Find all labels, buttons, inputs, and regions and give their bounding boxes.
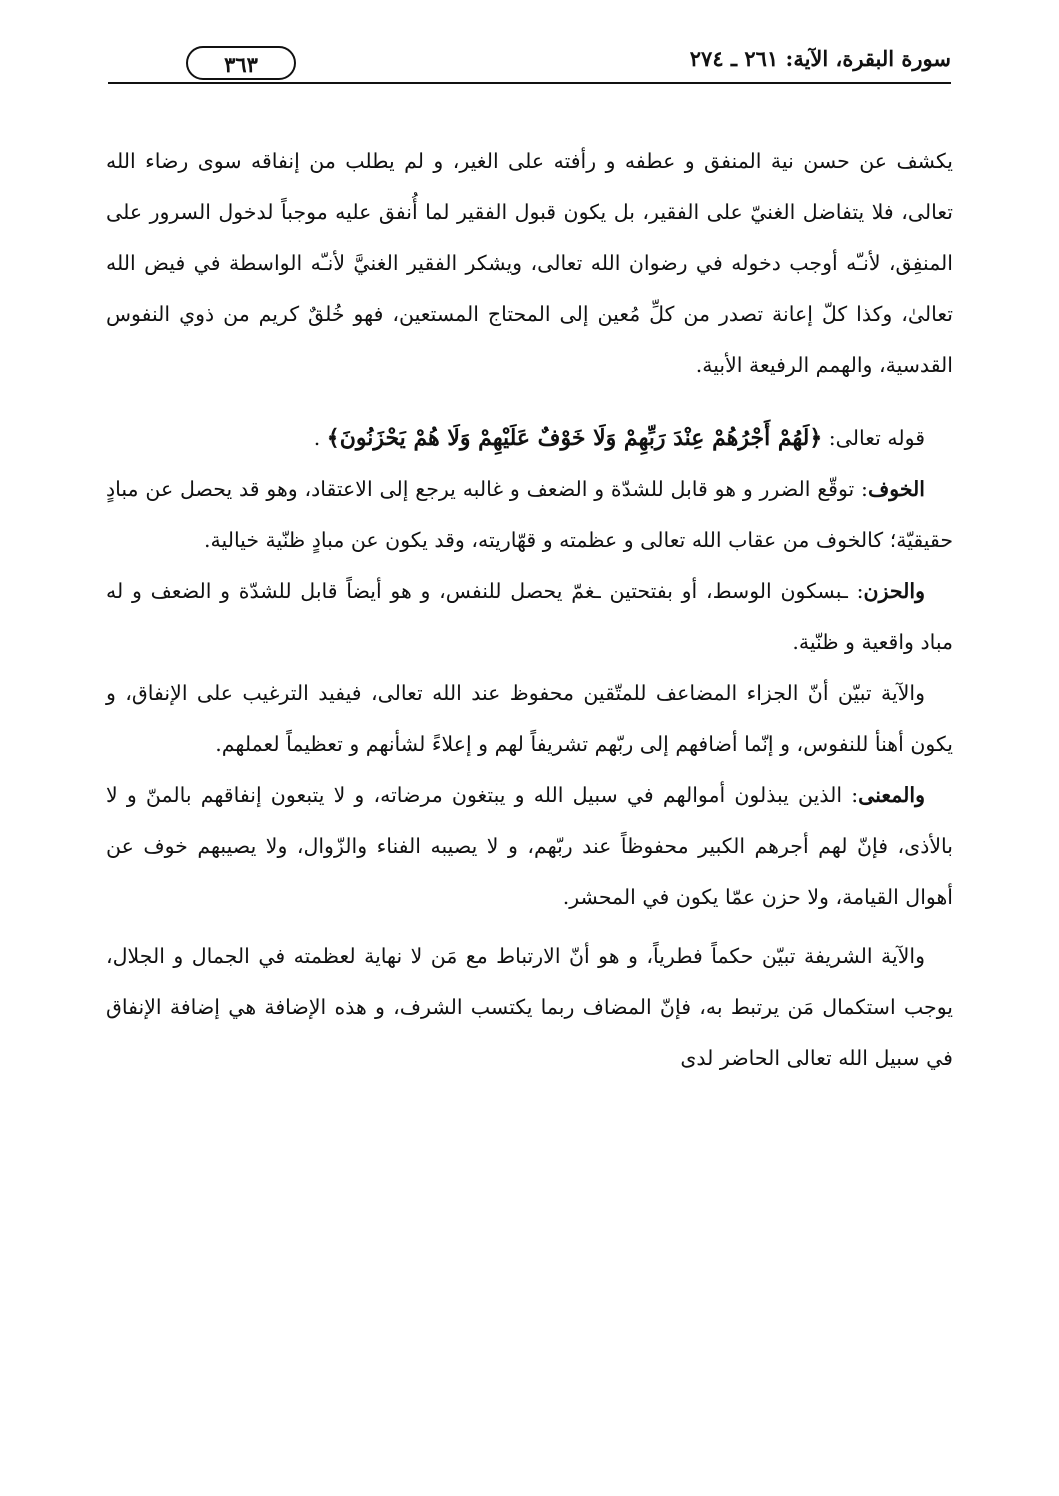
khawf-term: الخوف (867, 477, 925, 501)
paragraph-gap (106, 923, 953, 931)
verse-paragraph (106, 413, 953, 464)
verse-suffix: . (313, 426, 321, 450)
sharifa-paragraph: والآية الشريفة تبيّن حكماً فطرياً، و هو أنّ الارتباط مع مَن لا نهاية لعظمته في الجمال و الجلال، يوجب استكمال مَن يرتبط به، فإنّ المضاف ربما يكتسب الشرف، و هذه الإضافة هي إضافة الإنفاق في سبيل الله تعالى الحاضر لدى (106, 944, 953, 1070)
maana-text: : الذين يبذلون أموالهم في سبيل الله و يبتغون مرضاته، و لا يتبعون إنفاقهم بالمنّ و لا بالأذى، فإنّ لهم أجرهم الكبير محفوظاً عند ربّهم، و لا يصيبه الفناء والزّوال، ولا يصيبهم خوف عن أهوال القيامة، ولا حزن عمّا يكون في المحشر. (106, 783, 953, 909)
maana-paragraph (106, 770, 953, 923)
huzn-paragraph (106, 566, 953, 668)
khawf-text: : توقّع الضرر و هو قابل للشدّة و الضعف و غالبه يرجع إلى الاعتقاد، وهو قد يحصل عن مبادٍ حقيقيّة؛ كالخوف من عقاب الله تعالى و عظمته و قهّاريته، وقد يكون عن مبادٍ ظنّية خيالية. (106, 477, 953, 552)
huzn-term: والحزن (863, 579, 925, 603)
header-rule (108, 82, 951, 84)
maana-term: والمعنى (858, 783, 925, 807)
verse-prefix: قوله تعالى: (828, 426, 925, 450)
intro-paragraph: يكشف عن حسن نية المنفق و عطفه و رأفته على الغير، و لم يطلب من إنفاقه سوى رضاء الله تعالى، فلا يتفاضل الغنيّ على الفقير، بل يكون قبول الفقير لما أُنفق عليه موجباً لدخول السرور على المنفِق، لأنـّه أوجب دخوله في رضوان الله تعالى، ويشكر الفقير الغنيَّ لأنـّه الواسطة في فيض الله تعالىٰ، وكذا كلّ إعانة تصدر من كلِّ مُعين إلى المحتاج المستعين، فهو خُلقٌ كريم من ذوي النفوس القدسية، والهمم الرفيعة الأبية. (106, 149, 953, 377)
quran-verse: ﴿لَهُمْ أَجْرُهُمْ عِنْدَ رَبِّهِمْ وَلَا خَوْفٌ عَلَيْهِمْ وَلَا هُمْ يَحْزَنُونَ﴾ (326, 425, 823, 451)
page-number: ٣٦٣ (186, 46, 296, 80)
ayah-paragraph: والآية تبيّن أنّ الجزاء المضاعف للمتّقين محفوظ عند الله تعالى، فيفيد الترغيب على الإنفاق، و يكون أهنأ للنفوس، و إنّما أضافهم إلى ربّهم تشريفاً لهم و إعلاءً لشأنهم و تعظيماً لعملهم. (106, 681, 953, 756)
khawf-paragraph (106, 464, 953, 566)
page-header (108, 46, 951, 86)
surah-title: سورة البقرة، الآية: ٢٦١ ـ ٢٧٤ (689, 46, 951, 71)
page-body (106, 136, 953, 1084)
huzn-text: : ـبسكون الوسط، أو بفتحتين ـغمّ يحصل للنفس، و هو أيضاً قابل للشدّة و الضعف و له مباد واقعية و ظنّية. (106, 579, 953, 654)
